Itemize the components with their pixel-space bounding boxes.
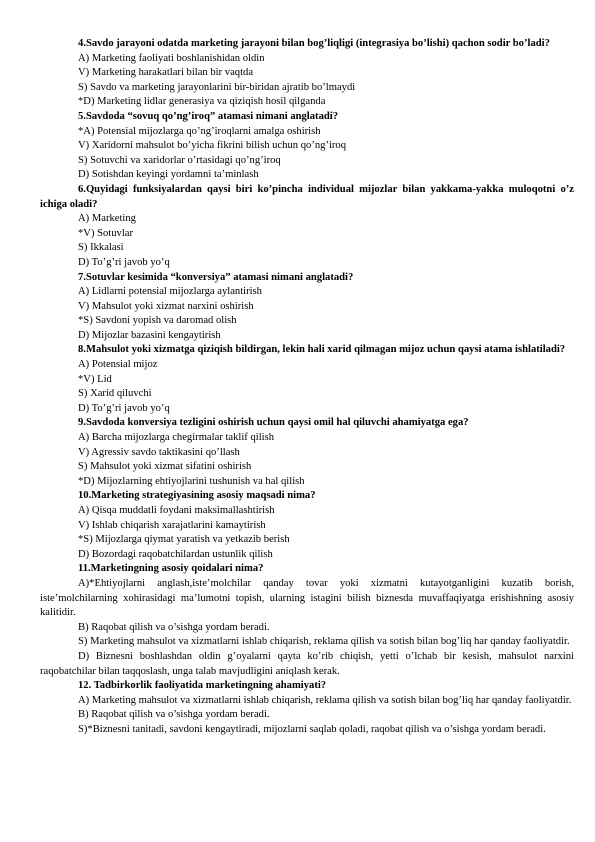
answer-option: *S) Mijozlarga qiymat yaratish va yetkazib berish [78, 534, 290, 546]
answer-option: A) Lidlarni potensial mijozlarga aylantirish [78, 286, 262, 298]
question-10: 10.Marketing strategiyasining asosiy maqsadi nima? [78, 490, 316, 502]
answer-option: *V) Sotuvlar [78, 227, 134, 239]
answer-option: *D) Mijozlarning ehtiyojlarini tushunish va hal qilish [78, 475, 305, 487]
answer-option: V) Agressiv savdo taktikasini qo’llash [78, 446, 240, 458]
answer-option: S)*Biznesni tanitadi, savdoni kengaytiradi, mijozlarni saqlab qoladi, raqobat qilish va o’sishga yordam beradi. [78, 723, 546, 735]
answer-option: A) Potensial mijoz [78, 359, 158, 371]
question-8: 8.Mahsulot yoki xizmatga qiziqish bildirgan, lekin hali xarid qilmagan mijoz uchun qaysi atama ishlatiladi? [78, 344, 566, 356]
answer-option: *S) Savdoni yopish va daromad olish [78, 315, 237, 327]
question-4: 4.Savdo jarayoni odatda marketing jarayoni bilan bog’liqligi (integrasiya bo’lishi) qachon sodir bo’ladi? [78, 38, 550, 49]
answer-option: V) Xaridorni mahsulot bo’yicha fikrini bilish uchun qo’ng’iroq [78, 140, 347, 152]
answer-option: S) Ikkalasi [78, 242, 124, 254]
answer-option: S) Xarid qiluvchi [78, 388, 152, 400]
answer-option: B) Raqobat qilish va o’sishga yordam beradi. [78, 621, 270, 633]
answer-option: V) Ishlab chiqarish xarajatlarini kamaytirish [78, 519, 266, 531]
answer-option: *V) Lid [78, 373, 112, 385]
answer-option: A) Marketing [78, 213, 136, 225]
answer-option: D) Sotishdan keyingi yordamni ta’minlash [78, 169, 259, 181]
answer-option: A)*Ehtiyojlarni anglash,iste’molchilar qanday tovar yoki xizmatni kutayotganligini kuzatib borish, iste’molchilarning xohirasidagi ma’lumotni topish, ularning istagini bilish biznesda muvaffaqiyatga erishishning asosiy kalitidir. [40, 577, 574, 619]
answer-option: D) Bozordagi raqobatchilardan ustunlik qilish [78, 548, 273, 560]
answer-option: B) Raqobat qilish va o’sishga yordam beradi. [78, 709, 270, 721]
question-12: 12. Tadbirkorlik faoliyatida marketingning ahamiyati? [78, 680, 327, 692]
answer-option: V) Mahsulot yoki xizmat narxini oshirish [78, 300, 254, 312]
question-9: 9.Savdoda konversiya tezligini oshirish uchun qaysi omil hal qiluvchi ahamiyatga ega? [78, 417, 469, 429]
answer-option: S) Marketing mahsulot va xizmatlarni ishlab chiqarish, reklama qilish va sotish bilan bog’liq har qanday faoliyatdir. [78, 636, 570, 648]
question-11: 11.Marketingning asosiy qoidalari nima? [78, 563, 264, 575]
answer-option: D) Mijozlar bazasini kengaytirish [78, 329, 221, 341]
answer-option: D) To’g’ri javob yo’q [78, 402, 170, 414]
answer-option: A) Barcha mijozlarga chegirmalar taklif qilish [78, 432, 275, 444]
question-5: 5.Savdoda “sovuq qo’ng’iroq” atamasi nimani anglatadi? [78, 110, 339, 122]
question-7: 7.Sotuvlar kesimida “konversiya” atamasi nimani anglatadi? [78, 271, 354, 283]
answer-option: D) Biznesni boshlashdan oldin g’oyalarni qayta ko’rib chiqish, yetti o’lchab bir kesish, mahsulot narxini raqobatchilar bilan taqqoslash, unga talab mavjudligini aniqlash kerak. [40, 650, 574, 677]
answer-option: S) Savdo va marketing jarayonlarini bir-biridan ajratib bo’lmaydi [78, 81, 356, 93]
answer-option: A) Marketing faoliyati boshlanishidan oldin [78, 52, 265, 64]
question-6: 6.Quyidagi funksiyalardan qaysi biri ko’pincha individual mijozlar bilan yakkama-yakka muloqotni o’z ichiga oladi? [40, 183, 574, 210]
answer-option: S) Sotuvchi va xaridorlar o’rtasidagi qo’ng’iroq [78, 154, 281, 166]
answer-option: D) To’g’ri javob yo’q [78, 256, 170, 268]
answer-option: V) Marketing harakatlari bilan bir vaqtda [78, 67, 254, 79]
answer-option: *A) Potensial mijozlarga qo’ng’iroqlarni amalga oshirish [78, 125, 321, 137]
answer-option: A) Qisqa muddatli foydani maksimallashtirish [78, 505, 275, 516]
answer-option: S) Mahsulot yoki xizmat sifatini oshirish [78, 461, 252, 473]
document-page [40, 37, 574, 738]
answer-option: *D) Marketing lidlar generasiya va qiziqish hosil qilganda [78, 96, 326, 108]
answer-option: A) Marketing mahsulot va xizmatlarni ishlab chiqarish, reklama qilish va sotish bilan bog’liq har qanday faoliyatdir. [78, 694, 572, 706]
